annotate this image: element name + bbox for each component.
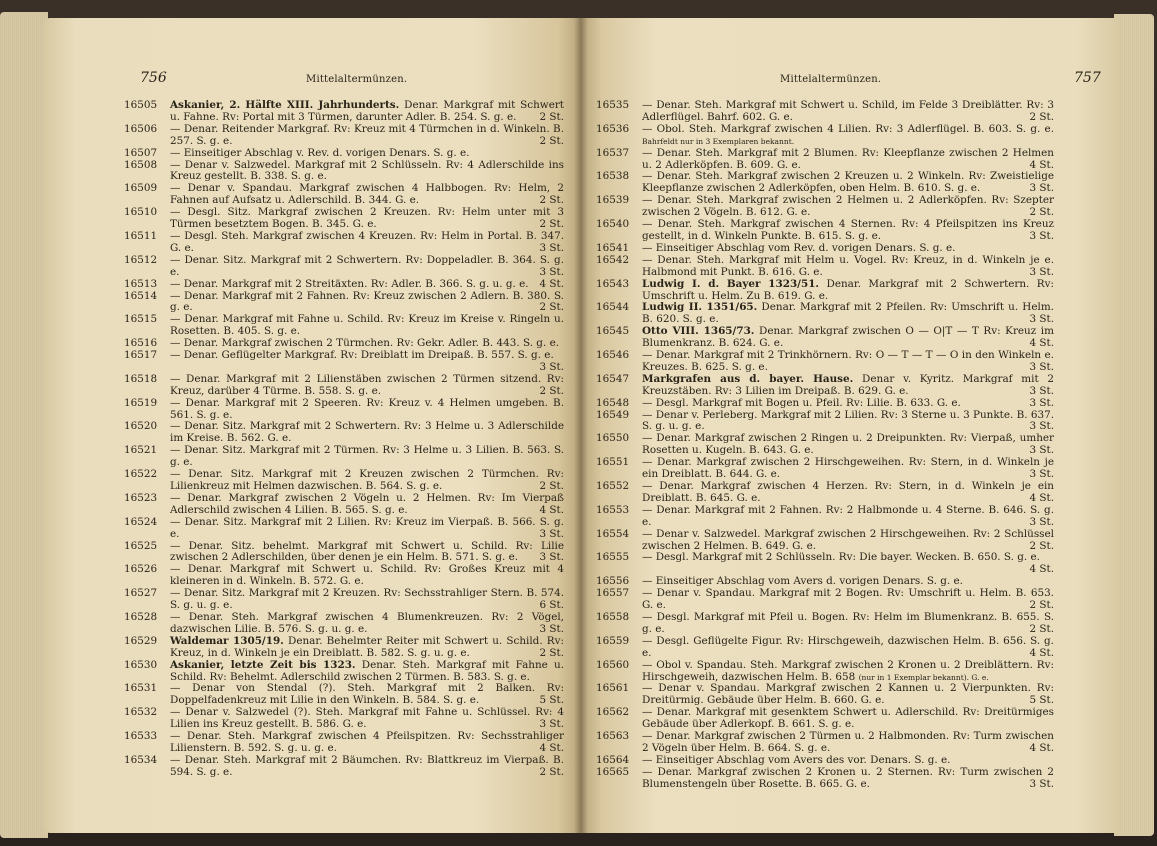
- catalog-entry: [596, 219, 1058, 243]
- catalog-entry: [124, 255, 568, 279]
- entry-number: 16546: [596, 349, 630, 362]
- catalog-entry: [124, 683, 568, 707]
- entry-description: — Denar v. Spandau. Markgraf mit 2 Bogen. Rv: Umschrift u. Helm. B. 653. G. e.: [642, 587, 1054, 612]
- entry-description: — Denar. Markgraf zwischen 2 Hirschgeweihen. Rv: Stern, in d. Winkeln je ein Dreiblatt. B. 644. G. e.: [642, 456, 1054, 481]
- entry-description: — Denar. Markgraf mit 2 Fahnen. Rv: 2 Halbmonde u. 4 Sterne. B. 646. S. g. e.: [642, 503, 1054, 528]
- entry-description: — Denar. Steh. Markgraf zwischen 4 Pfeilspitzen. Rv: Sechsstrahliger Lilienstern. B. 592. S. g. u. g. e.: [170, 730, 564, 754]
- entry-number: 16549: [596, 408, 630, 421]
- entry-number: 16548: [596, 396, 630, 409]
- catalog-entry: [124, 469, 568, 493]
- entry-number: 16565: [596, 765, 630, 778]
- catalog-entry: [124, 517, 568, 541]
- catalog-entry: [124, 160, 568, 184]
- entry-quantity: 4 St.: [1029, 646, 1054, 659]
- entry-number: 16525: [124, 539, 158, 552]
- entry-quantity: 3 St.: [539, 551, 564, 564]
- catalog-entry: [124, 445, 568, 469]
- entry-number: 16528: [124, 610, 158, 623]
- entry-number: 16562: [596, 706, 630, 719]
- entry-description: — Denar. Markgraf mit 2 Streitäxten. Rv: Adler. B. 366. S. g. u. g. e.: [170, 277, 529, 290]
- catalog-entry: [596, 505, 1058, 529]
- catalog-entry: [124, 291, 568, 315]
- entry-number: 16533: [124, 730, 158, 743]
- entry-description: — Desgl. Markgraf mit 2 Schlüsseln. Rv: Die bayer. Wecken. B. 650. S. g. e.: [642, 551, 1040, 564]
- entry-number: 16521: [124, 444, 158, 457]
- catalog-entry: [596, 683, 1058, 707]
- entry-heading: Ludwig I. d. Bayer 1323/51.: [642, 277, 820, 290]
- entry-number: 16538: [596, 170, 630, 183]
- entry-quantity: 5 St.: [539, 694, 564, 707]
- entry-quantity: 4 St.: [1029, 563, 1054, 576]
- catalog-entry: [596, 457, 1058, 481]
- entry-description: — Denar. Sitz. Markgraf mit 2 Schwertern. Rv: 3 Helme u. 3 Adlerschilde im Kreise. B. 562. G. e.: [170, 420, 564, 445]
- catalog-entry: [596, 636, 1058, 660]
- entry-quantity: 4 St.: [539, 277, 564, 290]
- entry-number: 16513: [124, 277, 158, 290]
- entry-description: Denar. Steh. Markgraf mit Fahne u. Schild. Rv: Behelmt. Adlerschild zwischen 2 Türmen. B. 583. S. g. e.: [170, 658, 564, 683]
- entry-description: — Obol. Steh. Markgraf zwischen 4 Lilien. Rv: 3 Adlerflügel. B. 603. S. g. e.: [642, 122, 1054, 135]
- entry-quantity: 2 St.: [1029, 206, 1054, 219]
- catalog-entry: [596, 279, 1058, 303]
- entry-number: 16511: [124, 229, 158, 242]
- catalog-entry: [596, 171, 1058, 195]
- entry-quantity: 3 St.: [1029, 396, 1054, 409]
- catalog-entry: [596, 767, 1058, 791]
- entry-number: 16542: [596, 253, 630, 266]
- catalog-entry: [596, 255, 1058, 279]
- entry-description: — Denar. Sitz. Markgraf mit 2 Kreuzen zwischen 2 Türmchen. Rv: Lilienkreuz mit Helmen dazwischen. B. 564. S. g. e.: [170, 468, 564, 492]
- left-page: [44, 18, 580, 833]
- entry-number: 16551: [596, 456, 630, 469]
- catalog-entry: [124, 636, 568, 660]
- entry-description: — Denar. Reitender Markgraf. Rv: Kreuz mit 4 Türmchen in d. Winkeln. B. 257. S. g. e.: [170, 122, 564, 147]
- entry-note: Bahrfeldt nur in 3 Exemplaren bekannt.: [642, 136, 795, 146]
- entry-description: — Desgl. Sitz. Markgraf zwischen 2 Kreuzen. Rv: Helm unter mit 3 Türmen besetztem Bogen. B. 345. G. e.: [170, 206, 564, 231]
- catalog-entry: [124, 564, 568, 588]
- entry-description: — Einseitiger Abschlag vom Rev. d. vorigen Denars. S. g. e.: [642, 241, 956, 254]
- entry-quantity: 2 St.: [539, 765, 564, 778]
- entry-quantity: 4 St.: [1029, 741, 1054, 754]
- entry-quantity: 5 St.: [1029, 694, 1054, 707]
- entry-description: — Denar von Stendal (?). Steh. Markgraf mit 2 Balken. Rv: Doppelfadenkreuz mit Lilie in den Winkeln. B. 584. S. g. e.: [170, 682, 564, 707]
- entry-quantity: 2 St.: [539, 480, 564, 492]
- entry-description: — Denar. Steh. Markgraf mit 2 Blumen. Rv: Kleepflanze zwischen 2 Helmen u. 2 Adlerköpfen. B. 609. G. e.: [642, 146, 1054, 171]
- entry-quantity: 6 St.: [539, 599, 564, 612]
- entry-description: — Obol v. Spandau. Steh. Markgraf zwischen 2 Kronen u. 2 Dreiblättern. Rv: Hirschgeweih, dazwischen Helm. B. 658: [642, 658, 1054, 683]
- entry-number: 16557: [596, 587, 630, 600]
- entry-description: — Denar. Sitz. Markgraf mit 2 Kreuzen. Rv: Sechsstrahliger Stern. B. 574. S. g. u. g. e.: [170, 587, 564, 612]
- entry-quantity: 2 St.: [539, 646, 564, 659]
- entry-number: 16514: [124, 289, 158, 302]
- entry-heading: Otto VIII. 1365/73.: [642, 325, 755, 338]
- entry-quantity: 3 St.: [1029, 313, 1054, 326]
- entry-number: 16524: [124, 515, 158, 528]
- entry-number: 16519: [124, 396, 158, 409]
- entry-number: 16537: [596, 146, 630, 159]
- entry-quantity: 3 St.: [539, 241, 564, 254]
- entry-quantity: 3 St.: [1029, 182, 1054, 195]
- entry-number: 16564: [596, 753, 630, 766]
- entry-description: — Denar. Markgraf mit Schwert u. Schild. Rv: Großes Kreuz mit 4 kleineren in d. Winkeln. B. 572. G. e.: [170, 563, 564, 588]
- catalog-entry: [596, 707, 1058, 731]
- entry-number: 16527: [124, 587, 158, 600]
- entry-number: 16561: [596, 682, 630, 695]
- entry-description: — Denar. Markgraf zwischen 2 Ringen u. 2 Dreipunkten. Rv: Vierpaß, umher Rosetten u. Kugeln. B. 643. G. e.: [642, 432, 1054, 457]
- entry-number: 16516: [124, 337, 158, 350]
- entry-description: — Denar. Markgraf zwischen 2 Türmen u. 2 Halbmonden. Rv: Turm zwischen 2 Vögeln über Helm. B. 664. S. g. e.: [642, 730, 1054, 754]
- catalog-entry: [596, 481, 1058, 505]
- entry-number: 16555: [596, 551, 630, 564]
- entry-quantity: 2 St.: [539, 384, 564, 397]
- entry-quantity: 2 St.: [1029, 599, 1054, 612]
- entry-number: 16552: [596, 480, 630, 492]
- entry-description: — Einseitiger Abschlag vom Avers d. vorigen Denars. S. g. e.: [642, 575, 963, 588]
- entry-quantity: 4 St.: [1029, 337, 1054, 350]
- entry-list-right: [596, 100, 1058, 791]
- catalog-entry: [596, 124, 1058, 148]
- entry-description: — Denar. Sitz. Markgraf mit 2 Lilien. Rv: Kreuz im Vierpaß. B. 566. S. g. e.: [170, 515, 564, 540]
- catalog-entry: [124, 183, 568, 207]
- entry-number: 16526: [124, 563, 158, 576]
- catalog-entry: [124, 612, 568, 636]
- entry-description: — Denar. Steh. Markgraf mit 2 Bäumchen. Rv: Blattkreuz im Vierpaß. B. 594. S. g. e.: [170, 753, 564, 778]
- catalog-entry: [124, 493, 568, 517]
- entry-description: Denar v. Kyritz. Markgraf mit 2 Kreuzstäben. Rv: 3 Lilien im Dreipaß. B. 629. G. e.: [642, 372, 1054, 397]
- entry-quantity: 2 St.: [539, 110, 564, 123]
- catalog-entry: [596, 195, 1058, 219]
- entry-description: — Denar. Markgraf mit gesenktem Schwert u. Adlerschild. Rv: Dreitürmiges Gebäude über Adlerkopf. B. 661. S. g. e.: [642, 706, 1054, 731]
- entry-heading: Askanier, 2. Hälfte XIII. Jahrhunderts.: [170, 99, 400, 111]
- entry-quantity: 2 St.: [1029, 110, 1054, 123]
- catalog-entry: [124, 660, 568, 684]
- entry-quantity: 2 St.: [1029, 539, 1054, 552]
- entry-number: 16539: [596, 194, 630, 207]
- catalog-entry: [596, 326, 1058, 350]
- entry-description: — Denar. Markgraf zwischen 2 Türmchen. Rv: Gekr. Adler. B. 443. S. g. e.: [170, 337, 560, 350]
- catalog-entry: [596, 100, 1058, 124]
- entry-description: — Denar. Steh. Markgraf zwischen 4 Sternen. Rv: 4 Pfeilspitzen ins Kreuz gestellt, in d. Winkeln Punkte. B. 615. S. g. e.: [642, 218, 1054, 242]
- catalog-entry: [596, 588, 1058, 612]
- entry-heading: Waldemar 1305/19.: [170, 634, 284, 647]
- catalog-entry: [596, 433, 1058, 457]
- entry-description: — Desgl. Steh. Markgraf zwischen 4 Kreuzen. Rv: Helm in Portal. B. 347. G. e.: [170, 229, 564, 254]
- entry-quantity: 3 St.: [539, 622, 564, 635]
- catalog-entry: [124, 707, 568, 731]
- entry-description: — Denar. Steh. Markgraf zwischen 2 Kreuzen u. 2 Winkeln. Rv: Zweistielige Kleepflanze zwischen 2 Adlerköpfen, oben Helm. B. 610. S. g. e.: [642, 170, 1054, 195]
- entry-number: 16529: [124, 634, 158, 647]
- entry-number: 16544: [596, 301, 630, 314]
- entry-number: 16550: [596, 432, 630, 445]
- catalog-entry: [596, 350, 1058, 374]
- entry-number: 16507: [124, 146, 158, 159]
- entry-description: — Denar. Markgraf mit 2 Lilienstäben zwischen 2 Türmen sitzend. Rv: Kreuz, darüber 4 Türme. B. 558. S. g. e.: [170, 372, 564, 397]
- catalog-entry: [124, 755, 568, 779]
- catalog-entry: [596, 660, 1058, 684]
- page-number-right: 757: [1074, 70, 1101, 86]
- entry-number: 16541: [596, 241, 630, 254]
- entry-list-left: [124, 100, 568, 779]
- entry-number: 16543: [596, 277, 630, 290]
- entry-number: 16553: [596, 503, 630, 516]
- entry-number: 16531: [124, 682, 158, 695]
- entry-description: — Denar. Sitz. Markgraf mit 2 Türmen. Rv: 3 Helme u. 3 Lilien. B. 563. S. g. e.: [170, 444, 564, 469]
- entry-number: 16508: [124, 158, 158, 171]
- entry-number: 16535: [596, 99, 630, 111]
- catalog-entry: [596, 552, 1058, 576]
- catalog-entry: [124, 350, 568, 374]
- entry-number: 16536: [596, 122, 630, 135]
- entry-number: 16510: [124, 206, 158, 219]
- entry-heading: Ludwig II. 1351/65.: [642, 301, 758, 314]
- catalog-entry: [124, 374, 568, 398]
- entry-description: — Denar v. Spandau. Markgraf zwischen 2 Kannen u. 2 Vierpunkten. Rv: Dreitürmig. Gebäude über Helm. B. 660. G. e.: [642, 682, 1054, 707]
- entry-number: 16509: [124, 182, 158, 195]
- page-edges-left: [0, 12, 48, 838]
- catalog-entry: [124, 588, 568, 612]
- catalog-entry: [596, 612, 1058, 636]
- entry-number: 16512: [124, 253, 158, 266]
- entry-number: 16506: [124, 122, 158, 135]
- catalog-entry: [596, 731, 1058, 755]
- entry-description: — Denar v. Spandau. Markgraf zwischen 4 Halbbogen. Rv: Helm, 2 Fahnen auf Aufsatz u. Adlerschild. B. 344. G. e.: [170, 182, 564, 207]
- entry-quantity: 3 St.: [1029, 515, 1054, 528]
- entry-quantity: 2 St.: [1029, 622, 1054, 635]
- entry-quantity: 3 St.: [1029, 444, 1054, 457]
- entry-note: (nur in 1 Exemplar bekannt). G. e.: [858, 672, 989, 682]
- entry-quantity: 3 St.: [1029, 777, 1054, 790]
- entry-number: 16520: [124, 420, 158, 433]
- entry-heading: Markgrafen aus d. bayer. Hause.: [642, 372, 854, 385]
- entry-quantity: 2 St.: [539, 194, 564, 207]
- entry-number: 16560: [596, 658, 630, 671]
- entry-number: 16559: [596, 634, 630, 647]
- entry-number: 16530: [124, 658, 158, 671]
- entry-quantity: 3 St.: [1029, 265, 1054, 278]
- entry-quantity: 3 St.: [1029, 229, 1054, 242]
- entry-number: 16517: [124, 349, 158, 362]
- entry-description: — Denar. Markgraf mit 2 Fahnen. Rv: Kreuz zwischen 2 Adlern. B. 380. S. g. e.: [170, 289, 564, 314]
- entry-number: 16534: [124, 753, 158, 766]
- catalog-entry: [124, 314, 568, 338]
- entry-quantity: 3 St.: [1029, 468, 1054, 481]
- entry-number: 16505: [124, 99, 158, 111]
- entry-quantity: 2 St.: [539, 301, 564, 314]
- entry-number: 16515: [124, 313, 158, 326]
- entry-quantity: 3 St.: [539, 360, 564, 373]
- entry-quantity: 3 St.: [1029, 420, 1054, 433]
- entry-description: — Desgl. Geflügelte Figur. Rv: Hirschgeweih, dazwischen Helm. B. 656. S. g. e.: [642, 634, 1054, 659]
- entry-heading: Askanier, letzte Zeit bis 1323.: [170, 658, 356, 671]
- entry-description: — Desgl. Markgraf mit Bogen u. Pfeil. Rv: Lilie. B. 633. G. e.: [642, 396, 961, 409]
- entry-description: — Denar v. Salzwedel. Markgraf zwischen 2 Hirschgeweihen. Rv: 2 Schlüssel zwischen 2 Helmen. B. 649. G. e.: [642, 527, 1054, 552]
- entry-number: 16547: [596, 372, 630, 385]
- catalog-entry: [124, 231, 568, 255]
- running-head-right: Mittelaltermünzen.: [780, 74, 882, 85]
- entry-description: Denar. Markgraf mit 2 Pfeilen. Rv: Umschrift u. Helm. B. 620. S. g. e.: [642, 301, 1054, 326]
- catalog-entry: [124, 207, 568, 231]
- catalog-entry: [596, 148, 1058, 172]
- entry-description: — Denar. Markgraf zwischen 4 Herzen. Rv: Stern, in d. Winkeln je ein Dreiblatt. B. 645. G. e.: [642, 480, 1054, 504]
- entry-description: — Denar. Markgraf mit 2 Trinkhörnern. Rv: O — T — T — O in den Winkeln e. Kreuzes. B. 625. S. g. e.: [642, 349, 1054, 373]
- entry-description: — Denar. Steh. Markgraf zwischen 2 Helmen u. 2 Adlerköpfen. Rv: Szepter zwischen 2 Vögeln. B. 612. G. e.: [642, 194, 1054, 219]
- entry-quantity: 3 St.: [1029, 360, 1054, 373]
- catalog-entry: [124, 124, 568, 148]
- entry-description: — Denar. Steh. Markgraf zwischen 4 Blumenkreuzen. Rv: 2 Vögel, dazwischen Lilie. B. 576. S. g. u. g. e.: [170, 610, 564, 635]
- entry-number: 16545: [596, 325, 630, 338]
- entry-number: 16563: [596, 730, 630, 743]
- entry-number: 16532: [124, 706, 158, 719]
- entry-description: — Denar. Markgraf mit Fahne u. Schild. Rv: Kreuz im Kreise v. Ringeln u. Rosetten. B. 405. S. g. e.: [170, 313, 564, 338]
- entry-description: — Desgl. Markgraf mit Pfeil u. Bogen. Rv: Helm im Blumenkranz. B. 655. S. g. e.: [642, 610, 1054, 635]
- entry-quantity: 4 St.: [539, 741, 564, 754]
- entry-quantity: 3 St.: [539, 527, 564, 540]
- catalog-entry: [124, 421, 568, 445]
- catalog-entry: [124, 541, 568, 565]
- entry-quantity: 4 St.: [539, 503, 564, 516]
- entry-description: — Denar. Sitz. Markgraf mit 2 Schwertern. Rv: Doppeladler. B. 364. S. g. e.: [170, 253, 564, 278]
- catalog-entry: [124, 398, 568, 422]
- right-page: [580, 18, 1120, 833]
- entry-quantity: 2 St.: [539, 134, 564, 147]
- entry-description: — Denar. Markgraf mit 2 Speeren. Rv: Kreuz v. 4 Helmen umgeben. B. 561. S. g. e.: [170, 396, 564, 421]
- entry-number: 16556: [596, 575, 630, 588]
- entry-description: — Denar. Geflügelter Markgraf. Rv: Dreiblatt im Dreipaß. B. 557. S. g. e.: [170, 349, 554, 362]
- entry-quantity: 2 St.: [539, 218, 564, 231]
- entry-number: 16540: [596, 218, 630, 231]
- entry-description: — Denar. Markgraf zwischen 2 Vögeln u. 2 Helmen. Rv: Im Vierpaß Adlerschild zwischen 4 Lilien. B. 565. S. g. e.: [170, 491, 564, 516]
- page-edges-right: [1114, 14, 1154, 836]
- entry-description: — Denar v. Salzwedel (?). Steh. Markgraf mit Fahne u. Schlüssel. Rv: 4 Lilien ins Kreuz gestellt. B. 586. G. e.: [170, 706, 564, 731]
- entry-description: Denar. Markgraf mit Schwert u. Fahne. Rv: Portal mit 3 Türmen, darunter Adler. B. 254. S. g. e.: [170, 99, 564, 123]
- entry-number: 16523: [124, 491, 158, 504]
- catalog-entry: [596, 302, 1058, 326]
- entry-description: — Einseitiger Abschlag v. Rev. d. vorigen Denars. S. g. e.: [170, 146, 470, 159]
- entry-description: Denar. Behelmter Reiter mit Schwert u. Schild. Rv: Kreuz, in d. Winkeln je ein Dreiblatt. B. 582. S. g. u. g. e.: [170, 634, 564, 659]
- entry-description: — Denar. Sitz. behelmt. Markgraf mit Schwert u. Schild. Rv: Lilie zwischen 2 Adlerschilden, über denen je ein Helm. B. 571. S. g. e.: [170, 539, 564, 564]
- entry-description: — Denar v. Perleberg. Markgraf mit 2 Lilien. Rv: 3 Sterne u. 3 Punkte. B. 637. S. g. u. g. e.: [642, 408, 1054, 433]
- entry-description: — Denar v. Salzwedel. Markgraf mit 2 Schlüsseln. Rv: 4 Adlerschilde ins Kreuz gestellt. B. 338. S. g. e.: [170, 158, 564, 183]
- entry-description: — Denar. Steh. Markgraf mit Schwert u. Schild, im Felde 3 Dreiblätter. Rv: 3 Adlerflügel. Bahrf. 602. G. e.: [642, 99, 1054, 123]
- catalog-entry: [596, 410, 1058, 434]
- entry-description: — Einseitiger Abschlag vom Avers des vor. Denars. S. g. e.: [642, 753, 951, 766]
- book-gutter: [574, 18, 588, 833]
- catalog-entry: [596, 529, 1058, 553]
- catalog-entry: [596, 374, 1058, 398]
- entry-number: 16554: [596, 527, 630, 540]
- entry-number: 16522: [124, 468, 158, 481]
- page-number-left: 756: [140, 70, 167, 86]
- entry-quantity: 3 St.: [1029, 384, 1054, 397]
- entry-description: — Denar. Steh. Markgraf mit Helm u. Vogel. Rv: Kreuz, in d. Winkeln je e. Halbmond mit Punkt. B. 616. G. e.: [642, 253, 1054, 278]
- running-head-left: Mittelaltermünzen.: [306, 74, 408, 85]
- entry-number: 16558: [596, 610, 630, 623]
- catalog-entry: [124, 100, 568, 124]
- entry-description: — Denar. Markgraf zwischen 2 Kronen u. 2 Sternen. Rv: Turm zwischen 2 Blumenstengeln über Rosette. B. 665. G. e.: [642, 765, 1054, 790]
- entry-quantity: 3 St.: [539, 265, 564, 278]
- entry-quantity: 4 St.: [1029, 491, 1054, 504]
- entry-number: 16518: [124, 372, 158, 385]
- catalog-entry: [124, 731, 568, 755]
- entry-quantity: 3 St.: [539, 718, 564, 731]
- entry-quantity: 4 St.: [1029, 158, 1054, 171]
- entry-description: Denar. Markgraf mit 2 Schwertern. Rv: Umschrift u. Helm. Zu B. 619. G. e.: [642, 277, 1054, 302]
- entry-description: Denar. Markgraf zwischen O — O|T — T Rv: Kreuz im Blumenkranz. B. 624. G. e.: [642, 325, 1054, 350]
